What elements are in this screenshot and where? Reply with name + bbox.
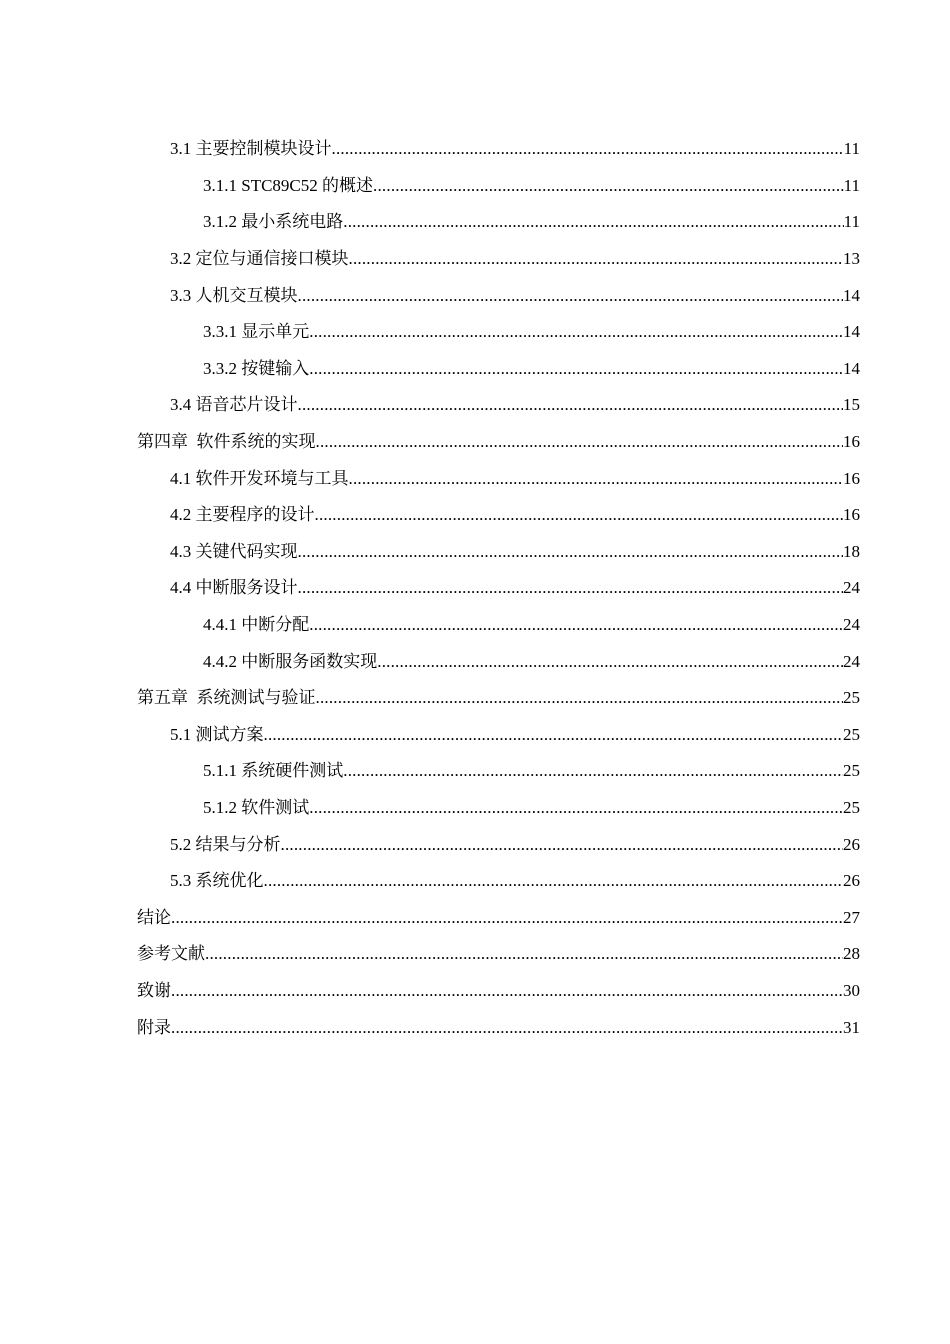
toc-dot-leader — [281, 835, 844, 855]
toc-entry-title: 3.1.2 最小系统电路 — [203, 212, 344, 232]
toc-entry-page-number: 15 — [843, 395, 860, 415]
toc-entry[interactable] — [0, 899, 860, 936]
toc-entry-page-number: 24 — [843, 615, 860, 635]
toc-entry[interactable] — [0, 351, 860, 388]
toc-entry-title: 4.4.2 中断服务函数实现 — [203, 651, 378, 671]
toc-entry-title: 3.1.1 STC89C52 的概述 — [203, 175, 374, 195]
toc-dot-leader — [309, 615, 843, 635]
toc-entry-title: 附录 — [137, 1017, 171, 1037]
toc-entry-title: 3.3.2 按键输入 — [203, 358, 310, 378]
toc-entry-page-number: 25 — [843, 688, 860, 708]
toc-entry-title: 4.1 软件开发环境与工具 — [170, 468, 349, 488]
toc-entry-title: 5.3 系统优化 — [170, 871, 264, 891]
toc-entry-title: 3.3.1 显示单元 — [203, 322, 310, 342]
toc-entry-page-number: 14 — [843, 358, 860, 378]
toc-entry-title: 3.4 语音芯片设计 — [170, 395, 298, 415]
toc-dot-leader — [264, 871, 844, 891]
toc-dot-leader — [309, 798, 843, 818]
toc-entry-title: 致谢 — [137, 980, 171, 1000]
toc-entry-page-number: 25 — [843, 761, 860, 781]
toc-entry-title: 4.2 主要程序的设计 — [170, 505, 315, 525]
toc-dot-leader — [377, 652, 843, 672]
toc-entry-page-number: 18 — [843, 541, 860, 561]
toc-entry[interactable] — [0, 460, 860, 497]
toc-entry-title: 4.4 中断服务设计 — [170, 578, 298, 598]
toc-entry-title: 5.1.1 系统硬件测试 — [203, 761, 344, 781]
toc-entry[interactable] — [0, 717, 860, 754]
toc-entry-page-number: 14 — [843, 285, 860, 305]
toc-entry[interactable] — [0, 497, 860, 534]
toc-entry-page-number: 26 — [843, 834, 860, 854]
toc-entry-page-number: 11 — [843, 212, 860, 232]
toc-entry[interactable] — [0, 277, 860, 314]
toc-entry-page-number: 24 — [843, 651, 860, 671]
toc-dot-leader — [332, 139, 844, 159]
toc-entry[interactable] — [0, 936, 860, 973]
toc-entry[interactable] — [0, 753, 860, 790]
toc-entry-title: 参考文献 — [137, 944, 205, 964]
toc-dot-leader — [343, 761, 843, 781]
toc-entry-page-number: 13 — [843, 249, 860, 269]
toc-dot-leader — [343, 212, 843, 232]
table-of-contents — [0, 131, 950, 1046]
toc-dot-leader — [298, 286, 844, 306]
toc-entry-title: 5.1.2 软件测试 — [203, 797, 310, 817]
toc-entry-page-number: 11 — [843, 139, 860, 159]
toc-entry[interactable] — [0, 643, 860, 680]
toc-dot-leader — [315, 505, 844, 525]
toc-dot-leader — [316, 688, 844, 708]
toc-entry[interactable] — [0, 168, 860, 205]
toc-entry[interactable] — [0, 607, 860, 644]
toc-dot-leader — [205, 944, 843, 964]
toc-entry-page-number: 25 — [843, 724, 860, 744]
toc-entry-page-number: 16 — [843, 432, 860, 452]
toc-entry[interactable] — [0, 826, 860, 863]
toc-entry-page-number: 26 — [843, 871, 860, 891]
toc-entry-title: 4.4.1 中断分配 — [203, 615, 310, 635]
toc-dot-leader — [171, 908, 843, 928]
toc-entry-page-number: 27 — [843, 907, 860, 927]
toc-dot-leader — [309, 359, 843, 379]
toc-entry[interactable] — [0, 1009, 860, 1046]
toc-dot-leader — [264, 725, 844, 745]
toc-entry[interactable] — [0, 314, 860, 351]
toc-entry[interactable] — [0, 790, 860, 827]
toc-entry[interactable] — [0, 570, 860, 607]
toc-entry[interactable] — [0, 534, 860, 571]
toc-entry[interactable] — [0, 204, 860, 241]
toc-entry-title: 3.1 主要控制模块设计 — [170, 139, 332, 159]
toc-dot-leader — [298, 578, 844, 598]
toc-dot-leader — [316, 432, 844, 452]
toc-entry-page-number: 24 — [843, 578, 860, 598]
toc-dot-leader — [349, 469, 844, 489]
toc-entry-page-number: 28 — [843, 944, 860, 964]
toc-entry-page-number: 25 — [843, 797, 860, 817]
toc-dot-leader — [349, 249, 844, 269]
toc-dot-leader — [171, 1018, 843, 1038]
toc-entry[interactable] — [0, 680, 860, 717]
toc-entry-title: 5.2 结果与分析 — [170, 834, 281, 854]
toc-entry-page-number: 11 — [843, 175, 860, 195]
toc-dot-leader — [298, 542, 844, 562]
toc-dot-leader — [309, 322, 843, 342]
toc-entry-title: 第五章 系统测试与验证 — [137, 688, 316, 708]
toc-entry-title: 4.3 关键代码实现 — [170, 541, 298, 561]
toc-entry-title: 5.1 测试方案 — [170, 724, 264, 744]
toc-entry-page-number: 16 — [843, 468, 860, 488]
toc-entry-title: 结论 — [137, 907, 171, 927]
toc-entry[interactable] — [0, 973, 860, 1010]
toc-entry-page-number: 14 — [843, 322, 860, 342]
toc-entry[interactable] — [0, 241, 860, 278]
toc-dot-leader — [298, 395, 844, 415]
toc-entry-title: 3.3 人机交互模块 — [170, 285, 298, 305]
toc-dot-leader — [373, 176, 844, 196]
toc-entry[interactable] — [0, 387, 860, 424]
toc-entry-page-number: 16 — [843, 505, 860, 525]
toc-entry[interactable] — [0, 424, 860, 461]
toc-entry[interactable] — [0, 863, 860, 900]
toc-entry-page-number: 31 — [843, 1017, 860, 1037]
toc-entry-title: 第四章 软件系统的实现 — [137, 432, 316, 452]
toc-entry-page-number: 30 — [843, 980, 860, 1000]
toc-dot-leader — [171, 981, 843, 1001]
toc-entry[interactable] — [0, 131, 860, 168]
toc-entry-title: 3.2 定位与通信接口模块 — [170, 249, 349, 269]
